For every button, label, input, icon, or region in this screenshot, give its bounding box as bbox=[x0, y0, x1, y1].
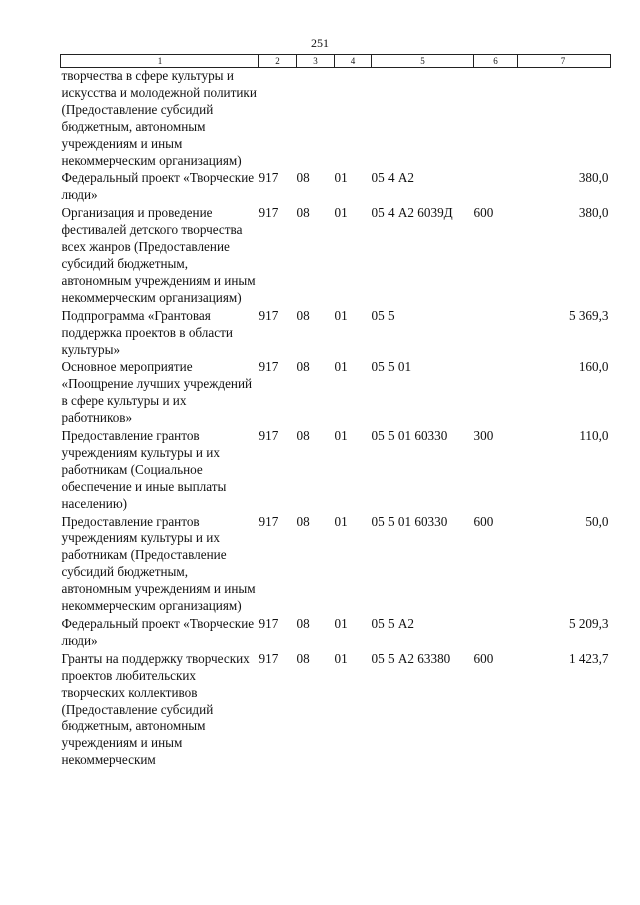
target-article-cell: 05 4 А2 bbox=[371, 170, 414, 186]
expense-type-cell bbox=[474, 359, 518, 428]
row-name-cell: Федеральный проект «Творческие люди» bbox=[61, 616, 255, 648]
column-header-6: 6 bbox=[474, 55, 518, 68]
row-name-cell: Гранты на поддержку творческих проектов любительских творческих коллективов (Предоставление субсидий бюджетным, автономным учреждениям и иным некоммерческим bbox=[61, 650, 250, 768]
subsection-code-cell: 01 bbox=[334, 307, 348, 323]
target-article-cell: 05 4 А2 6039Д bbox=[371, 205, 453, 221]
budget-table bbox=[60, 54, 611, 770]
amount-cell: 5 369,3 bbox=[568, 307, 609, 323]
row-name-cell: Основное мероприятие «Поощрение лучших учреждений в сфере культуры и их работников» bbox=[61, 359, 253, 426]
expense-type-cell bbox=[474, 308, 518, 360]
table-row bbox=[61, 514, 611, 616]
amount-cell: 380,0 bbox=[578, 205, 609, 221]
subsection-code-cell: 01 bbox=[334, 170, 348, 186]
row-name-cell: Предоставление грантов учреждениям культуры и их работникам (Социальное обеспечение и иные выплаты населению) bbox=[61, 428, 227, 511]
section-code-cell: 08 bbox=[296, 616, 310, 631]
subsection-code-cell: 01 bbox=[334, 650, 348, 666]
ministry-code-cell: 917 bbox=[258, 650, 279, 666]
section-code-cell: 08 bbox=[296, 205, 310, 221]
ministry-code-cell: 917 bbox=[258, 170, 279, 186]
ministry-code-cell: 917 bbox=[258, 307, 279, 323]
table-body bbox=[61, 68, 611, 771]
table-row bbox=[61, 68, 611, 171]
section-code-cell: 08 bbox=[296, 428, 310, 444]
ministry-code-cell bbox=[259, 68, 297, 171]
row-name-cell: Предоставление грантов учреждениям культуры и их работникам (Предоставление субсидий бюджетным, автономным учреждениям и иным некоммерческим организациям) bbox=[61, 513, 256, 614]
target-article-cell: 05 5 01 60330 bbox=[371, 428, 448, 444]
column-header-3: 3 bbox=[297, 55, 335, 68]
amount-cell: 110,0 bbox=[579, 428, 609, 444]
expense-type-cell bbox=[474, 170, 518, 205]
section-code-cell: 08 bbox=[296, 650, 310, 666]
table-row bbox=[61, 170, 611, 205]
target-article-cell: 05 5 А2 bbox=[371, 616, 414, 631]
table-row bbox=[61, 308, 611, 360]
target-article-cell bbox=[372, 68, 474, 171]
column-header-4: 4 bbox=[335, 55, 372, 68]
target-article-cell: 05 5 А2 63380 bbox=[371, 650, 451, 666]
row-name-cell: Федеральный проект «Творческие люди» bbox=[61, 170, 255, 203]
amount-cell: 1 423,7 bbox=[568, 650, 609, 666]
expense-type-cell: 600 bbox=[473, 513, 494, 529]
section-code-cell: 08 bbox=[296, 513, 310, 529]
expense-type-cell bbox=[474, 68, 518, 171]
column-header-1: 1 bbox=[61, 55, 259, 68]
column-number-row bbox=[61, 55, 611, 68]
column-header-7: 7 bbox=[518, 55, 611, 68]
table-row bbox=[61, 616, 611, 651]
row-name-cell: Подпрограмма «Грантовая поддержка проектов в области культуры» bbox=[61, 307, 233, 357]
expense-type-cell: 300 bbox=[473, 428, 494, 444]
subsection-code-cell: 01 bbox=[334, 205, 348, 221]
target-article-cell: 05 5 bbox=[371, 307, 395, 323]
table-row bbox=[61, 205, 611, 307]
page-number: 251 bbox=[311, 36, 329, 50]
table-row bbox=[61, 359, 611, 428]
subsection-code-cell: 01 bbox=[334, 428, 348, 444]
ministry-code-cell: 917 bbox=[258, 359, 279, 375]
ministry-code-cell: 917 bbox=[258, 205, 279, 221]
ministry-code-cell: 917 bbox=[258, 616, 279, 631]
section-code-cell: 08 bbox=[296, 359, 310, 375]
ministry-code-cell: 917 bbox=[258, 513, 279, 529]
row-name-cell: Организация и проведение фестивалей детского творчества всех жанров (Предоставление субсидий бюджетным, автономным учреждениям и иным некоммерческим организациям) bbox=[61, 205, 256, 305]
table-row bbox=[61, 428, 611, 514]
subsection-code-cell: 01 bbox=[334, 513, 348, 529]
amount-cell: 5 209,3 bbox=[568, 616, 609, 631]
column-header-5: 5 bbox=[372, 55, 474, 68]
target-article-cell: 05 5 01 bbox=[371, 359, 412, 375]
section-code-cell: 08 bbox=[296, 170, 310, 186]
expense-type-cell: 600 bbox=[473, 650, 494, 666]
subsection-code-cell: 01 bbox=[334, 359, 348, 375]
subsection-code-cell: 01 bbox=[334, 616, 348, 631]
target-article-cell: 05 5 01 60330 bbox=[371, 513, 448, 529]
subsection-code-cell bbox=[335, 68, 372, 171]
table-row bbox=[61, 651, 611, 770]
column-header-2: 2 bbox=[259, 55, 297, 68]
row-name-cell: творчества в сфере культуры и искусства и молодежной политики (Предоставление субсидий бюджетным, автономным учреждениям и иным некоммерческим организациям) bbox=[61, 68, 257, 168]
section-code-cell bbox=[297, 68, 335, 171]
expense-type-cell: 600 bbox=[473, 205, 494, 221]
amount-cell: 50,0 bbox=[585, 513, 609, 529]
amount-cell: 380,0 bbox=[578, 170, 609, 186]
ministry-code-cell: 917 bbox=[258, 428, 279, 444]
expense-type-cell bbox=[474, 616, 518, 651]
amount-cell bbox=[518, 68, 611, 171]
amount-cell: 160,0 bbox=[578, 359, 609, 375]
section-code-cell: 08 bbox=[296, 307, 310, 323]
